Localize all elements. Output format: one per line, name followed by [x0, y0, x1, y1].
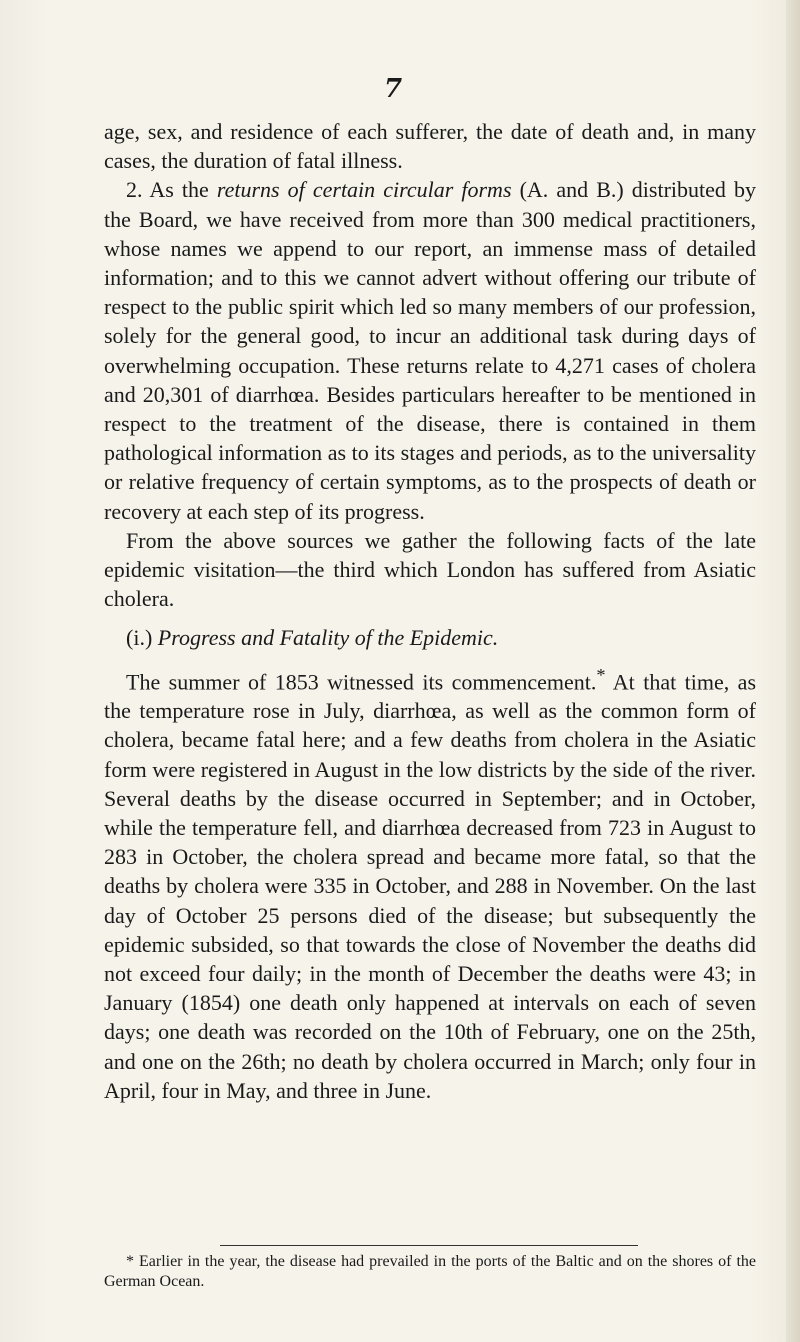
page-edge [786, 0, 800, 1342]
paragraph-2-rest: (A. and B.) distributed by the Board, we have received from more than 300 medical practitioners, whose names we append to our report, an immense mass of detailed information; and to this we cannot advert without offering our tribute of respect to the public spirit which led so many members of our profession, solely for the general good, to incur an additional task during days of overwhelming occupation. These returns relate to 4,271 cases of cholera and 20,301 of diarrhœa. Besides particulars hereafter to be mentioned in respect to the treatment of the disease, there is contained in them pathological information as to its stages and periods, as to the universality or relative frequency of certain symptoms, as to the prospects of death or recovery at each step of its progress. [104, 177, 756, 524]
footnote-text: * Earlier in the year, the disease had prevailed in the ports of the Baltic and on the shores of the German Ocean. [104, 1253, 756, 1290]
footnote-divider [220, 1245, 638, 1246]
paragraph-2 [104, 175, 756, 525]
paragraph-1: age, sex, and residence of each sufferer, the date of death and, in many cases, the duration of fatal illness. [104, 119, 756, 174]
paragraph-3: From the above sources we gather the following facts of the late epidemic visitation—the third which London has suffered from Asiatic cholera. [104, 527, 756, 612]
paragraph-4 [104, 661, 756, 1105]
body-text [104, 117, 756, 1105]
section-heading-title: Progress and Fatality of the Epidemic. [157, 625, 499, 651]
paragraph-4-start: The summer of 1853 witnessed its commencement. [126, 668, 597, 694]
page-number: 7 [384, 74, 403, 104]
section-heading-number: (i.) [126, 625, 158, 651]
paragraph-2-start: 2. As the [126, 177, 217, 203]
paragraph-2-italic: returns of certain circular forms [216, 177, 512, 203]
section-heading [104, 623, 756, 652]
footnote-marker[interactable]: * [596, 664, 606, 685]
paragraph-4-rest: At that time, as the temperature rose in July, diarrhœa, as well as the common form of cholera, became fatal here; and a few deaths from cholera in the Asiatic form were registered in August in the low districts by the side of the river. Several deaths by the disease occurred in September; and in October, while the temperature fell, and diarrhœa decreased from 723 in August to 283 in October, the cholera spread and became more fatal, so that the deaths by cholera were 335 in October, and 288 in November. On the last day of October 25 persons died of the disease; but subsequently the epidemic subsided, so that towards the close of November the deaths did not exceed four daily; in the month of December the deaths were 43; in January (1854) one death only happened at intervals on each of seven days; one death was recorded on the 10th of February, one on the 25th, and one on the 26th; no death by cholera occurred in March; only four in April, four in May, and three in June. [104, 668, 757, 1103]
footnote [104, 1252, 756, 1292]
